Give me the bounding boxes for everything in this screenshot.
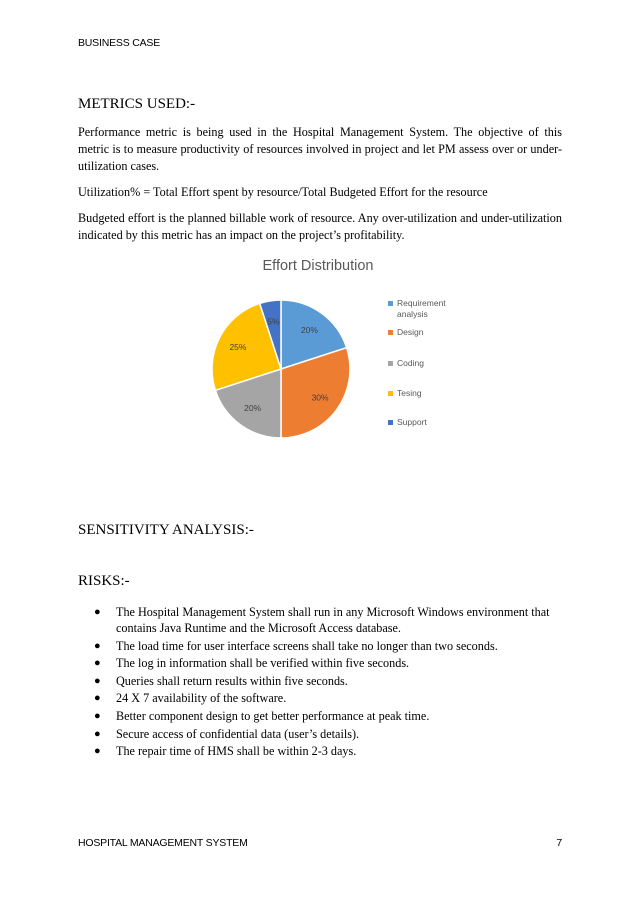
list-item bbox=[78, 690, 562, 706]
bullet-icon: ● bbox=[94, 709, 101, 722]
effort-pie-chart bbox=[200, 290, 370, 450]
list-item bbox=[78, 743, 562, 759]
page-footer bbox=[78, 837, 562, 849]
bullet-icon: ● bbox=[94, 674, 101, 687]
utilization-formula: Utilization% = Total Effort spent by resource/Total Budgeted Effort for the resource bbox=[78, 185, 488, 199]
legend-swatch bbox=[388, 420, 393, 425]
bullet-icon: ● bbox=[94, 639, 101, 652]
legend-swatch bbox=[388, 330, 393, 335]
pie-data-label: 20% bbox=[300, 324, 318, 335]
pie-data-label: 20% bbox=[244, 403, 262, 414]
pie-data-label: 5% bbox=[267, 316, 280, 327]
legend-label: Coding bbox=[397, 358, 424, 368]
risk-text: The load time for user interface screens shall take no longer than two seconds. bbox=[116, 638, 498, 653]
list-item bbox=[78, 673, 562, 689]
list-item bbox=[78, 708, 562, 724]
bullet-icon: ● bbox=[94, 727, 101, 740]
budgeted-effort-paragraph: Budgeted effort is the planned billable work of resource. Any over-utilization and under-utilization indicated by this metric has an impact on the project’s profitability. bbox=[78, 211, 562, 242]
bullet-icon: ● bbox=[94, 606, 101, 618]
list-item bbox=[78, 638, 562, 654]
chart-title: Effort Distribution bbox=[262, 258, 374, 274]
footer-title: HOSPITAL MANAGEMENT SYSTEM bbox=[78, 837, 248, 849]
legend-label: Support bbox=[397, 417, 427, 427]
metrics-heading: METRICS USED:- bbox=[78, 96, 196, 112]
legend-label: Requirement analysis bbox=[397, 298, 446, 319]
legend-swatch bbox=[388, 361, 393, 366]
bullet-icon: ● bbox=[94, 745, 101, 758]
risk-text: 24 X 7 availability of the software. bbox=[116, 691, 287, 706]
list-item bbox=[78, 726, 562, 742]
risks-heading: RISKS:- bbox=[78, 573, 130, 589]
risk-text: The log in information shall be verified within five seconds. bbox=[116, 656, 410, 671]
risk-text: Queries shall return results within five seconds. bbox=[116, 673, 348, 688]
legend-swatch bbox=[388, 391, 393, 396]
page-header: BUSINESS CASE bbox=[78, 37, 161, 49]
risk-text: The repair time of HMS shall be within 2-3 days. bbox=[116, 744, 357, 759]
risk-text: The Hospital Management System shall run in any Microsoft Windows environment that contains Java Runtime and the Microsoft Access database. bbox=[116, 605, 550, 635]
sensitivity-heading: SENSITIVITY ANALYSIS:- bbox=[78, 522, 254, 538]
risk-text: Better component design to get better performance at peak time. bbox=[116, 708, 430, 723]
list-item bbox=[78, 604, 562, 636]
page-number: 7 bbox=[556, 837, 562, 849]
pie-data-label: 30% bbox=[311, 392, 329, 403]
list-item bbox=[78, 655, 562, 671]
legend-label: Tesing bbox=[397, 388, 422, 398]
metrics-paragraph: Performance metric is being used in the Hospital Management System. The objective of this metric is to measure productivity of resources involved in project and let PM assess over or under-utilization cases. bbox=[78, 125, 562, 173]
risks-list bbox=[78, 604, 562, 761]
legend-label: Design bbox=[397, 327, 424, 337]
legend-swatch bbox=[388, 301, 393, 306]
bullet-icon: ● bbox=[94, 657, 101, 670]
bullet-icon: ● bbox=[94, 692, 101, 705]
risk-text: Secure access of confidential data (user’s details). bbox=[116, 726, 360, 741]
pie-data-label: 25% bbox=[229, 342, 247, 353]
